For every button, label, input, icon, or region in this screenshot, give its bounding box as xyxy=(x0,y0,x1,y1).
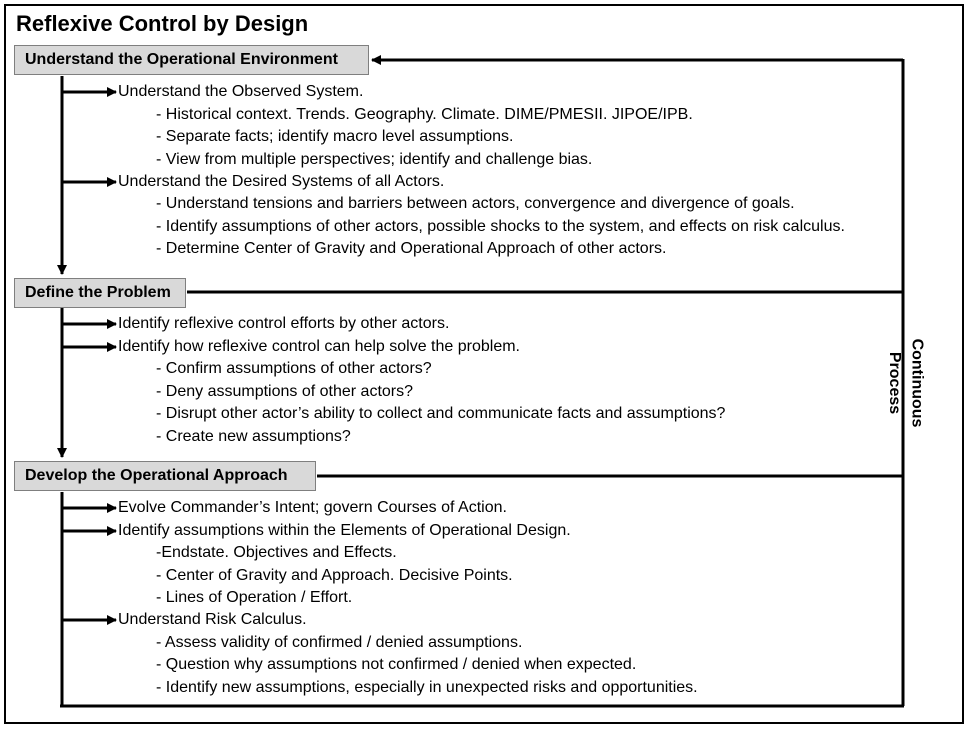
list-item: Understand the Desired Systems of all Actors. xyxy=(118,173,445,190)
sub-item: - Separate facts; identify macro level assumptions. xyxy=(156,128,514,145)
sub-item: - Determine Center of Gravity and Operational Approach of other actors. xyxy=(156,240,667,257)
sub-item: - Identify new assumptions, especially in unexpected risks and opportunities. xyxy=(156,679,698,696)
sub-item: - Understand tensions and barriers between actors, convergence and divergence of goals. xyxy=(156,195,795,212)
list-item: Identify reflexive control efforts by other actors. xyxy=(118,315,450,332)
sub-item: -Endstate. Objectives and Effects. xyxy=(156,544,397,561)
section-develop-approach: Develop the Operational Approach xyxy=(14,461,316,491)
side-label-line-2: Process xyxy=(886,351,904,415)
continuous-process-label xyxy=(876,338,928,428)
diagram-title: Reflexive Control by Design xyxy=(16,11,309,36)
sub-item: - Deny assumptions of other actors? xyxy=(156,383,414,400)
list-item: Evolve Commander’s Intent; govern Courses of Action. xyxy=(118,499,507,516)
sub-item: - Create new assumptions? xyxy=(156,428,351,445)
list-item: Understand the Observed System. xyxy=(118,83,364,100)
sub-item: - Confirm assumptions of other actors? xyxy=(156,360,432,377)
sub-item: - Identify assumptions of other actors, possible shocks to the system, and effects on risk calculus. xyxy=(156,218,845,235)
sub-item: - Center of Gravity and Approach. Decisive Points. xyxy=(156,567,513,584)
list-item: Identify how reflexive control can help solve the problem. xyxy=(118,338,520,355)
sub-item: - Assess validity of confirmed / denied assumptions. xyxy=(156,634,523,651)
sub-item: - View from multiple perspectives; identify and challenge bias. xyxy=(156,151,593,168)
sub-item: - Question why assumptions not confirmed / denied when expected. xyxy=(156,656,637,673)
list-item: Identify assumptions within the Elements of Operational Design. xyxy=(118,522,571,539)
side-label-line-1: Continuous xyxy=(907,338,925,428)
list-item: Understand Risk Calculus. xyxy=(118,611,307,628)
sub-item: - Lines of Operation / Effort. xyxy=(156,589,353,606)
sub-item: - Historical context. Trends. Geography. Climate. DIME/PMESII. JIPOE/IPB. xyxy=(156,106,693,123)
sub-item: - Disrupt other actor’s ability to collect and communicate facts and assumptions? xyxy=(156,405,726,422)
section-define-problem: Define the Problem xyxy=(14,278,186,308)
section-understand-environment: Understand the Operational Environment xyxy=(14,45,369,75)
